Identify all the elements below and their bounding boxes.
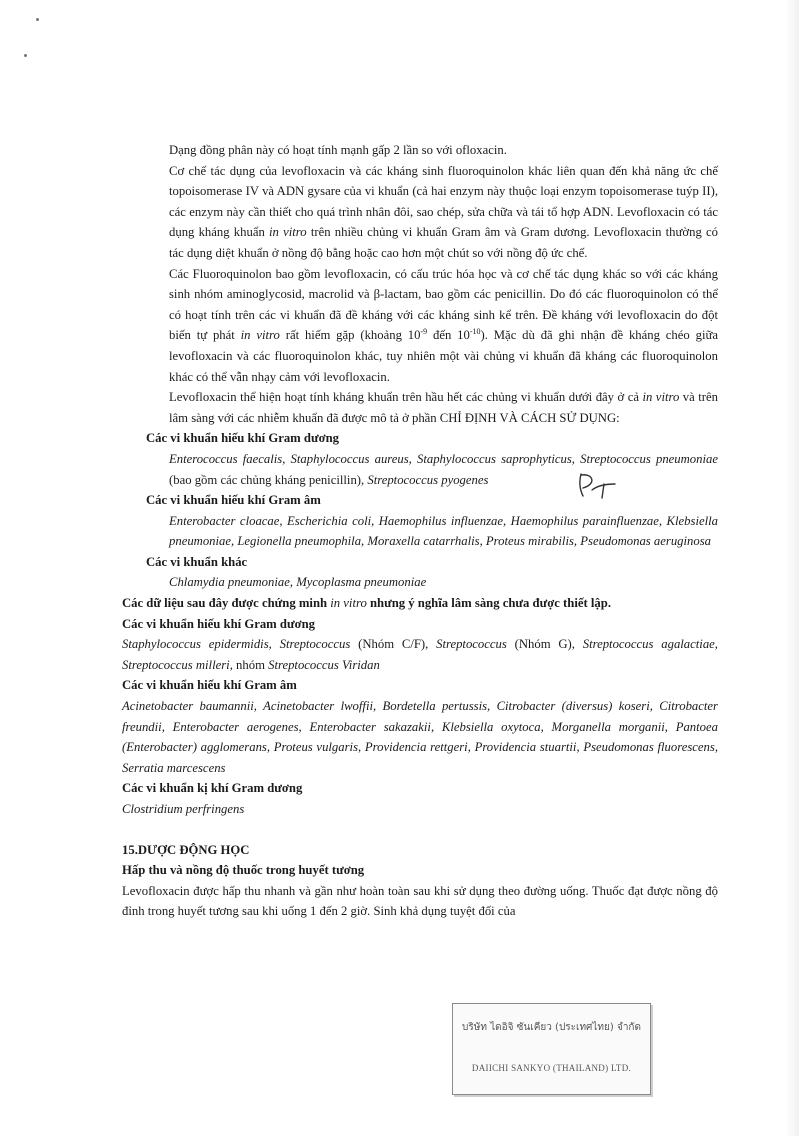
subheading-absorption: Hấp thu và nồng độ thuốc trong huyết tương — [122, 863, 365, 878]
list-gram-positive-aerobic-2: Staphylococcus epidermidis, Streptococcus (Nhóm C/F), Streptococcus (Nhóm G), Streptococcus agalactiae, Streptococcus milleri, nhóm Streptococcus Viridan — [122, 637, 718, 672]
scan-speck-top — [36, 18, 39, 21]
document-body — [122, 140, 718, 922]
heading-gram-positive-aerobic: Các vi khuẩn hiếu khí Gram dương — [146, 431, 340, 446]
heading-other-bacteria: Các vi khuẩn khác — [146, 554, 248, 569]
company-stamp — [452, 1003, 651, 1095]
scan-speck-mid — [24, 54, 27, 57]
notice-in-vitro: Các dữ liệu sau đây được chứng minh in vitro nhưng ý nghĩa lâm sàng chưa được thiết lập. — [122, 596, 611, 611]
stamp-thai-name: บริษัท ไดอิจิ ซันเคียว (ประเทศไทย) จำกัด — [462, 1022, 641, 1033]
list-gram-negative-aerobic: Enterobacter cloacae, Escherichia coli, Haemophilus influenzae, Haemophilus parainfluenzae, Klebsiella pneumoniae, Legionella pneumophila, Moraxella catarrhalis, Proteus mirabilis, Pseudomonas aeruginosa — [169, 513, 718, 549]
section-spacer — [122, 820, 718, 840]
list-gram-positive-aerobic: Enterococcus faecalis, Staphylococcus aureus, Staphylococcus saprophyticus, Streptococcus pneumoniae (bao gồm các chủng kháng penicillin), Streptococcus pyogenes — [169, 451, 718, 487]
heading-gram-positive-anaerobic: Các vi khuẩn kị khí Gram dương — [122, 781, 303, 796]
para-isomer: Dạng đồng phân này có hoạt tính mạnh gấp 2 lần so với ofloxacin. — [169, 143, 507, 157]
para-resistance: Các Fluoroquinolon bao gồm levofloxacin, có cấu trúc hóa học và cơ chế tác dụng khác so với các kháng sinh nhóm aminoglycosid, macrolid và β-lactam, bao gồm các penicillin. Do đó các fluoroquinolon có thể có hoạt tính trên các vi khuẩn đã đề kháng với các kháng sinh kể trên. Đề kháng với levofloxacin do đột biến tự phát in vitro rất hiếm gặp (khoảng $10^{-9}$ đến $10^{-10}$). Mặc dù đã ghi nhận đề kháng chéo giữa levofloxacin và các fluoroquinolon khác, tuy nhiên một vài chủng vi khuẩn đã kháng các fluoroquinolon khác có thể vẫn nhạy cảm với levofloxacin. — [169, 266, 718, 384]
list-gram-negative-aerobic-2: Acinetobacter baumannii, Acinetobacter lwoffii, Bordetella pertussis, Citrobacter (diversus) koseri, Citrobacter freundii, Enterobacter aerogenes, Enterobacter sakazakii, Klebsiella oxytoca, Morganella morganii, Pantoea (Enterobacter) agglomerans, Proteus vulgaris, Providencia rettgeri, Providencia stuartii, Pseudomonas fluorescens, Serratia marcescens — [122, 699, 718, 775]
para-absorption: Levofloxacin được hấp thu nhanh và gần như hoàn toàn sau khi sử dụng theo đường uống. Thuốc đạt được nồng độ đỉnh trong huyết tương sau khi uống 1 đến 2 giờ. Sinh khả dụng tuyệt đối của — [122, 883, 718, 919]
list-gram-positive-anaerobic: Clostridium perfringens — [122, 802, 245, 816]
section-title-pharmacokinetics: 15.DƯỢC ĐỘNG HỌC — [122, 842, 250, 857]
handwritten-initials — [575, 470, 619, 500]
scan-right-edge — [785, 0, 799, 1136]
heading-gram-negative-aerobic: Các vi khuẩn hiếu khí Gram âm — [146, 493, 321, 508]
stamp-english-name: DAIICHI SANKYO (THAILAND) LTD. — [471, 1063, 632, 1073]
heading-gram-positive-aerobic-2: Các vi khuẩn hiếu khí Gram dương — [122, 616, 316, 631]
para-mechanism: Cơ chế tác dụng của levofloxacin và các kháng sinh fluoroquinolon khác liên quan đến khả năng ức chế topoisomerase IV và ADN gysare của vi khuẩn (cả hai enzym này thuộc loại enzym topoisomerase tuýp II), các enzym này cần thiết cho quá trình nhân đôi, sao chép, sửa chữa và tái tổ hợp ADN. Levofloxacin có tác dụng kháng khuẩn in vitro trên nhiều chủng vi khuẩn Gram âm và Gram dương. Levofloxacin thường có tác dụng diệt khuẩn ở nồng độ bằng hoặc cao hơn một chút so với nồng độ ức chế. — [169, 163, 718, 260]
para-activity: Levofloxacin thể hiện hoạt tính kháng khuẩn trên hầu hết các chủng vi khuẩn dưới đây ở cả in vitro và trên lâm sàng với các nhiễm khuẩn đã được mô tả ở phần CHỈ ĐỊNH VÀ CÁCH SỬ DỤNG: — [169, 390, 718, 425]
heading-gram-negative-aerobic-2: Các vi khuẩn hiếu khí Gram âm — [122, 678, 297, 693]
list-other-bacteria: Chlamydia pneumoniae, Mycoplasma pneumoniae — [169, 575, 427, 590]
